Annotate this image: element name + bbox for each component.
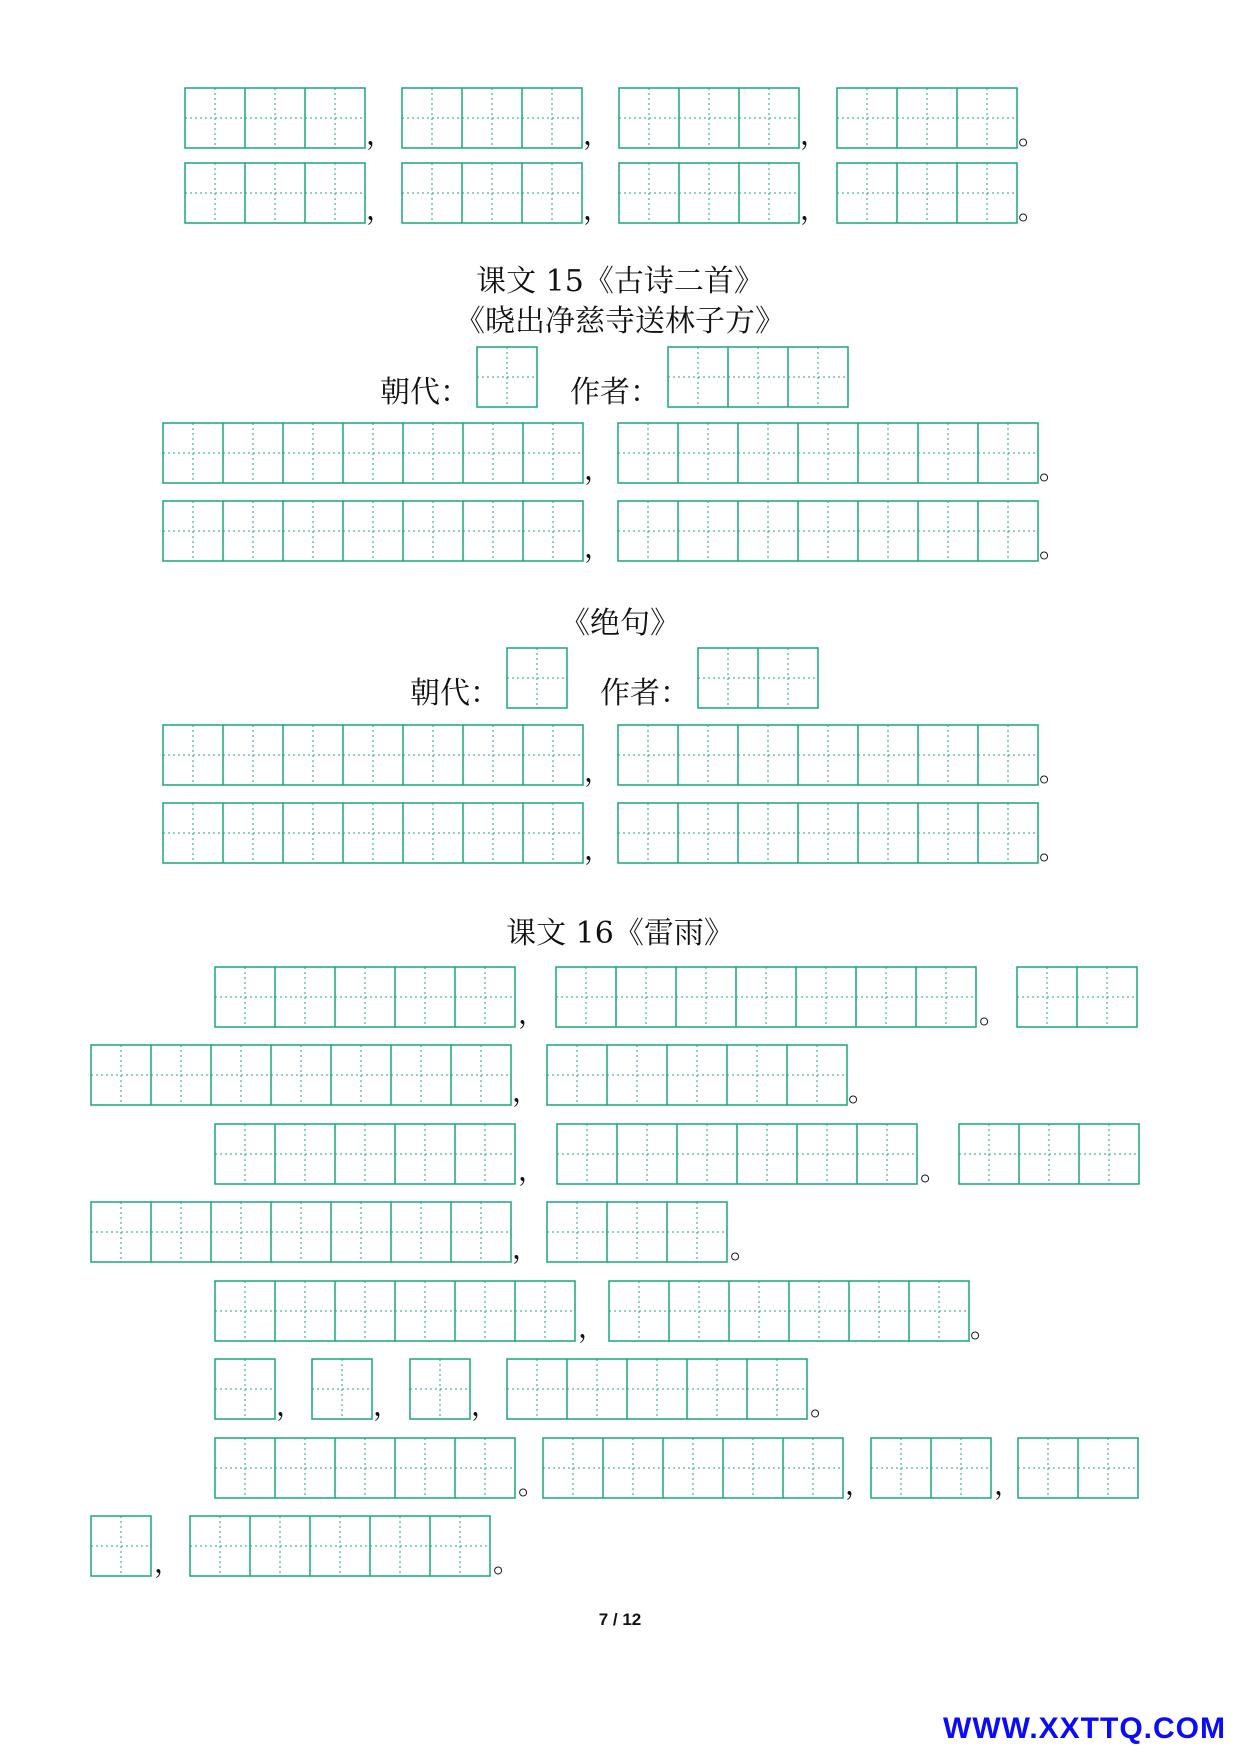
comma-mark: ， xyxy=(584,755,613,788)
writing-grid[interactable] xyxy=(214,1358,276,1420)
period-mark: 。 xyxy=(920,1154,949,1187)
period-mark: 。 xyxy=(810,1389,839,1422)
period-mark: 。 xyxy=(1039,531,1068,564)
author-label: 作者： xyxy=(570,375,660,410)
period-mark: 。 xyxy=(1039,833,1068,866)
period-mark: 。 xyxy=(1018,193,1047,226)
writing-grid[interactable] xyxy=(870,1437,992,1499)
comma-mark: ， xyxy=(366,193,395,226)
writing-grid[interactable] xyxy=(214,966,516,1028)
writing-grid[interactable] xyxy=(90,1515,152,1577)
writing-grid[interactable] xyxy=(90,1044,512,1106)
poem-2-title: 《绝句》 xyxy=(560,606,680,641)
writing-grid[interactable] xyxy=(409,1358,471,1420)
writing-grid[interactable] xyxy=(667,346,849,408)
writing-grid[interactable] xyxy=(214,1123,516,1185)
writing-grid[interactable] xyxy=(617,724,1039,786)
writing-grid[interactable] xyxy=(401,162,583,224)
site-watermark: WWW.XXTTQ.COM xyxy=(943,1712,1226,1745)
comma-mark: ， xyxy=(276,1389,305,1422)
comma-mark: ， xyxy=(512,1232,541,1265)
writing-grid[interactable] xyxy=(556,1123,918,1185)
writing-grid[interactable] xyxy=(162,500,584,562)
comma-mark: ， xyxy=(800,118,829,151)
writing-grid[interactable] xyxy=(189,1515,491,1577)
writing-grid[interactable] xyxy=(836,162,1018,224)
period-mark: 。 xyxy=(1039,453,1068,486)
writing-grid[interactable] xyxy=(214,1280,576,1342)
writing-grid[interactable] xyxy=(214,1437,516,1499)
writing-grid[interactable] xyxy=(618,87,800,149)
author-label: 作者： xyxy=(600,676,690,711)
comma-mark: ， xyxy=(584,833,613,866)
dynasty-label: 朝代： xyxy=(410,676,500,711)
comma-mark: ， xyxy=(800,193,829,226)
writing-grid[interactable] xyxy=(476,346,538,408)
lesson-15-heading: 课文 15《古诗二首》 xyxy=(476,264,764,299)
period-mark: 。 xyxy=(493,1546,522,1579)
comma-mark: ， xyxy=(583,193,612,226)
writing-grid[interactable] xyxy=(546,1201,728,1263)
writing-grid[interactable] xyxy=(506,647,568,709)
poem-1-title: 《晓出净慈寺送林子方》 xyxy=(455,304,785,339)
writing-grid[interactable] xyxy=(836,87,1018,149)
writing-grid[interactable] xyxy=(697,647,819,709)
comma-mark: ， xyxy=(471,1389,500,1422)
period-mark: 。 xyxy=(848,1075,877,1108)
writing-grid[interactable] xyxy=(162,724,584,786)
writing-grid[interactable] xyxy=(90,1201,512,1263)
page-number: 7 / 12 xyxy=(598,1610,642,1629)
writing-grid[interactable] xyxy=(401,87,583,149)
writing-grid[interactable] xyxy=(184,87,366,149)
comma-mark: ， xyxy=(518,997,547,1030)
writing-grid[interactable] xyxy=(542,1437,844,1499)
writing-grid[interactable] xyxy=(1016,966,1138,1028)
comma-mark: ， xyxy=(154,1546,183,1579)
writing-grid[interactable] xyxy=(608,1280,970,1342)
writing-grid[interactable] xyxy=(958,1123,1140,1185)
comma-mark: ， xyxy=(512,1075,541,1108)
writing-grid[interactable] xyxy=(184,162,366,224)
writing-grid[interactable] xyxy=(1017,1437,1139,1499)
writing-grid[interactable] xyxy=(617,422,1039,484)
period-mark: 。 xyxy=(970,1311,999,1344)
period-mark: 。 xyxy=(730,1232,759,1265)
writing-grid[interactable] xyxy=(546,1044,848,1106)
period-mark: 。 xyxy=(1039,755,1068,788)
writing-grid[interactable] xyxy=(506,1358,808,1420)
comma-mark: ， xyxy=(845,1468,874,1501)
comma-mark: ， xyxy=(994,1468,1023,1501)
comma-mark: ， xyxy=(584,531,613,564)
writing-grid[interactable] xyxy=(162,422,584,484)
writing-grid[interactable] xyxy=(617,802,1039,864)
writing-grid[interactable] xyxy=(162,802,584,864)
comma-mark: ， xyxy=(578,1311,607,1344)
dynasty-label: 朝代： xyxy=(380,375,470,410)
writing-grid[interactable] xyxy=(617,500,1039,562)
comma-mark: ， xyxy=(584,453,613,486)
lesson-16-heading: 课文 16《雷雨》 xyxy=(506,916,734,951)
comma-mark: ， xyxy=(583,118,612,151)
writing-grid[interactable] xyxy=(311,1358,373,1420)
writing-grid[interactable] xyxy=(618,162,800,224)
comma-mark: ， xyxy=(366,118,395,151)
period-mark: 。 xyxy=(979,997,1008,1030)
period-mark: 。 xyxy=(518,1468,547,1501)
comma-mark: ， xyxy=(373,1389,402,1422)
comma-mark: ， xyxy=(518,1154,547,1187)
writing-grid[interactable] xyxy=(555,966,977,1028)
period-mark: 。 xyxy=(1018,118,1047,151)
